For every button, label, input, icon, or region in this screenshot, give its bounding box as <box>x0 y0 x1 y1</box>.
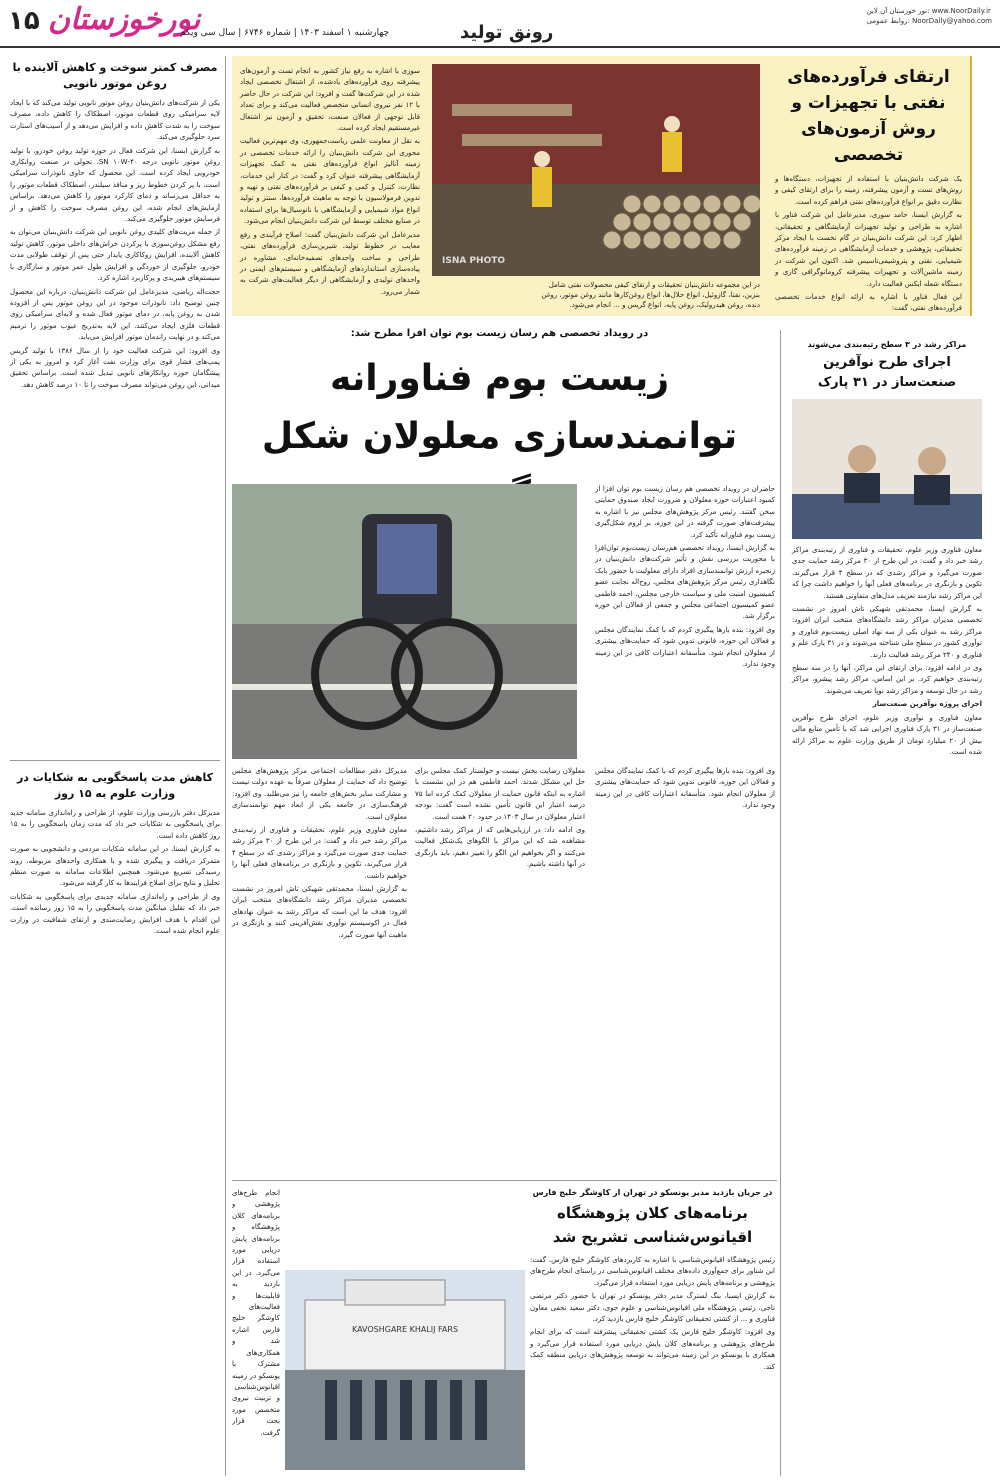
main-headline: زیست بوم فناورانه توانمندسازی معلولان شکل <box>261 358 738 457</box>
oil-headline: ارتقای فرآورده‌های نفتی با تجهیزات و روش آزمون‌های تخصصی <box>787 67 950 165</box>
main-kicker: در رویداد تخصصی هم رسان زیست بوم توان افزا مطرح شد: <box>350 328 649 339</box>
ocean-body <box>530 1255 775 1373</box>
main-paragraph-7: معاون فناوری وزیر علوم، تحقیقات و فناوری از رتبه‌بندی مراکز رشد خبر داد و گفت: در این طرح از ۳۰ مرکز رشد حمایت جدی صورت می‌گیرد و مراکز رشدی که در سطح ۴ قرار می‌گیرند، تکوین و بازنگری در برنامه‌های فعلی آنها را خواهیم داشت. <box>232 826 407 880</box>
complaints-paragraph-1: مدیرکل دفتر بازرسی وزارت علوم، از طراحی و راه‌اندازی سامانه جدید برای پاسخگویی به شکایات خبر داد که مدت زمان پاسخگویی را به ۱۵ روز کاهش داده است. <box>10 809 220 840</box>
engine-oil-headline: مصرف کمتر سوخت و کاهش آلاینده با روغن موتور نانویی <box>12 61 218 90</box>
engine-oil-paragraph-3: از جمله مزیت‌های کلیدی روغن نانویی این شرکت دانش‌بنیان می‌توان به رفع مشکل روغن‌سوزی با پرکردن خراش‌های داخلی موتور، کاهش تولید کاهش آلاینده، افزایش روکاکاری پایدار حتی پس از توقف طولانی مدت خودرو، جلوگیری از خوردگی و افزایش طول عمر موتور و سازگاری با سیستم‌های هیبریدی و پرکاربرد اشاره کرد. <box>10 228 220 283</box>
oil-article <box>767 56 972 316</box>
contact-website: نور خوزستان آن لاین: www.NoorDaily.ir <box>866 7 991 15</box>
issue-line: چهارشنبه ۱ اسفند ۱۴۰۳ | شماره ۶۷۴۶ | سال سی ویکم <box>180 28 390 38</box>
main-paragraph-6: وی ادامه داد: در ارزیابی‌هایی که از مراکز رشد داشتیم، مشاهده شد که این مراکز با الگوهای یک‌شکل فعالیت می‌کنند و اگر بخواهیم این الگو را تغییر دهیم، باید بازنگری در آنها داشته باشیم. <box>415 826 585 869</box>
ocean-headline: برنامه‌های کلان پژوهشگاه اقیانوس‌شناسی تشریح شد <box>552 1204 753 1246</box>
contact-email: روابط عمومی: NoorDaily@yahoo.com <box>866 17 992 25</box>
oil-lead: یک شرکت دانش‌بنیان با استفاده از تجهیزات، دستگاه‌ها و روش‌های تست و آزمون پیشرفته، زمینه را برای ارتقای کیفی و نظارت دقیق بر انواع فرآورده‌های نفتی فراهم کرده است. <box>775 175 962 206</box>
ocean-paragraph-4: انجام طرح‌های پژوهشی و برنامه‌های کلان پژوهشگاه و برنامه‌های پایش دریایی مورد استفاده قرار می‌گیرد. در این بازدید به قابلیت‌ها و فعالیت‌های کاوشگر خلیج فارس اشاره شد و همکاری‌های مشترک با یونسکو در زمینه اقیانوس‌شناسی و تربیت نیروی متخصص مورد بحث قرار گرفت. <box>232 1189 280 1437</box>
complaints-article <box>10 766 220 939</box>
photo-credit: ISNA PHOTO <box>442 256 506 266</box>
complaints-headline: کاهش مدت پاسخگویی به شکایات در وزارت علوم به ۱۵ روز <box>16 771 214 800</box>
main-paragraph-3: وی افزود: بنده بارها پیگیری کردم که با کمک نمایندگان مجلس و فعالان این حوزه، قانونی تدوین شود که حمایت‌های بیشتری از معلولان انجام شود. متأسفانه اعتبارات کافی در این زمینه وجود ندارد. <box>595 625 775 669</box>
newspaper-logo: نورخوزستان <box>48 2 201 37</box>
main-paragraph-5: مدیرکل دفتر مطالعات اجتماعی مرکز پژوهش‌های مجلس توضیح داد که حمایت از معلولان صرفاً به عهده دولت نیست و مشارکت سایر بخش‌های جامعه را نیز می‌طلبد. وی افزود: فرهنگ‌سازی در جامعه یکی از ابعاد مهم توانمندسازی معلولان است. <box>232 767 407 821</box>
complaints-body <box>10 808 220 937</box>
main-column-4 <box>595 766 775 814</box>
wheelchair-photo <box>232 484 577 759</box>
main-column-1 <box>595 484 775 673</box>
growth-paragraph-2: به گزارش ایسنا، محمدتقی شهیکی تاش امروز در نشست تخصصی مدیران مراکز رشد دانشگاه‌های منتخب ایران افزود: مراکز رشد به عنوان یکی از سه نهاد اصلی زیست‌بوم فناوری و نوآوری کشور در سطح ملی شناخته می‌شوند و در ۳۱ پارک علم و فناوری و ۲۴۰ مرکز رشد فعالیت دارند. <box>792 605 982 659</box>
research-ship-art <box>285 1270 525 1470</box>
left-column <box>10 56 220 393</box>
engine-oil-paragraph-4: حجت‌اله ریاضی، مدیرعامل این شرکت دانش‌بنیان، درباره این محصول چنین توضیح داد: نانوذرات موجود در این روغن موتور پس از افزوده شدن به روغن پایه، در دمای موتور فعال شده و لایه‌ای سرامیکی روی قطعات فلزی ایجاد می‌کنند. این لایه به‌تدریج عیوب موتور را ترمیم می‌کند و در نهایت راندمان موتور افزایش می‌یابد. <box>10 287 220 342</box>
right-column <box>792 340 982 760</box>
left-column-rule <box>225 56 226 1476</box>
feature-text-c: مدیرعامل این شرکت دانش‌بنیان گفت: اصلاح فرآیندی و رفع معایب در خطوط تولید، شیرین‌سازی فرآورده‌های نفتی، طراحی و ساخت واحدهای تصفیه‌خانه‌ای، مشاوره در پیاده‌سازی استانداردهای آزمایشگاهی و سیستم‌های ایمنی در واحدهای تولیدی و آزمایشگاهی از دیگر فعالیت‌های شرکت به شمار می‌رود. <box>240 230 420 296</box>
growth-paragraph-1: معاون فناوری وزیر علوم، تحقیقات و فناوری از رتبه‌بندی مراکز رشد خبر داد و گفت: در این طرح از ۳۰ مرکز رشد حمایت جدی صورت می‌گیرد و مراکز رشدی که در سطح ۴ قرار می‌گیرند، تکوین و بازنگری در برنامه‌های فعلی آنها را خواهیم داشت چرا که این مراکز رشد نیازمند تعریف مدل‌های متفاوتی هستند. <box>792 546 982 600</box>
main-column-3 <box>232 766 407 943</box>
contact-info <box>867 6 992 26</box>
oil-paragraph-2: این فعال فناور با اشاره به ارائه انواع خدمات تخصصی فرآورده‌های نفتی، گفت: <box>775 293 962 313</box>
main-paragraph-2: به گزارش ایسنا، رویداد تخصصی هم‌رسان زیست‌بوم توان‌افزا با محوریت بررسی نقش و تأثیر شرکت‌های دانش‌بنیان در زنجیره ارزش توانمندسازی افراد دارای معلولیت با حضور بابک نگاهداری رئیس مرکز پژوهش‌های مجلس، روح‌اله نجابت عضو کمیسیون امنیت ملی و سیاست خارجی مجلس، احمد فاطمی عضو کمیسیون اجتماعی مجلس و جمعی از فعالان این حوزه برگزار شد. <box>595 544 775 621</box>
left-divider <box>10 760 220 761</box>
growth-centers-kicker: مراکز رشد در ۳ سطح رتبه‌بندی می‌شوند <box>807 340 967 349</box>
ocean-article <box>530 1188 775 1375</box>
ship-name-label: KAVOSHGARE KHALIJ FARS <box>351 1325 459 1334</box>
main-paragraph-9: وی افزود: بنده بارها پیگیری کردم که با کمک نمایندگان مجلس و فعالان این حوزه، قانونی تدوین شود که حمایت‌های بیشتری از معلولان انجام شود. متأسفانه اعتبارات کافی در این زمینه وجود ندارد. <box>595 767 775 810</box>
main-column-2 <box>415 766 585 873</box>
growth-centers-headline: اجرای طرح نوآفرین صنعت‌ساز در ۳۱ پارک <box>817 355 957 390</box>
oil-paragraph-1: به گزارش ایسنا، حامد سوری، مدیرعامل این شرکت فناور با اشاره به طراحی و تولید تجهیزات آزمایشگاهی و تحقیقاتی، اظهار کرد: این شرکت دانش‌بنیان در گام نخست با ایجاد مرکز تحقیقاتی، پژوهشی و خدمات آزمایشگاهی در زمینه فرآورده‌های شیمیایی، نفتی و پتروشیمی‌تاسیس شد. اکنون این شرکت در زمینه ماشین‌آلات و تجهیزات پیشرفته کروماتوگرافی گازی و دستگاه‌ شعله ایکس فعالیت دارد. <box>775 211 962 288</box>
oil-body <box>775 174 962 315</box>
ocean-kicker: در جریان بازدید مدیر یونسکو در تهران از کاوشگر خلیج فارس <box>532 1188 773 1197</box>
wheelchair-photo-art <box>232 484 577 759</box>
bottom-divider <box>232 1180 777 1181</box>
growth-subhead: اجرای پروژه نوآفرین صنعت‌ساز <box>872 700 982 709</box>
growth-paragraph-4: معاون فناوری و نوآوری وزیر علوم، اجرای طرح نوآفرین صنعت‌ساز در ۳۱ پارک فناوری اجرایی شد که با تأمین منابع مالی بیش از ۲۰ میلیارد تومان از طریق وزارت علوم به مراکز ارائه شده است. <box>792 713 982 756</box>
feature-box <box>232 56 767 316</box>
press-conference-photo <box>792 399 982 539</box>
main-paragraph-4: معلولان رضایت بخش نیست و خولستار کمک مجلس برای حل این مشکل شدند. احمد فاطمی هم در این نشست با اشاره به اینکه قانون حمایت از معلولان کمک کرده اما ۷۵ درصد اعتبار این قانون تأمین نشده است گفت: بودجه اعتبار معلولان در سال ۱۴۰۳ در حدود ۲۰ همت است. <box>415 767 585 821</box>
complaints-paragraph-2: به گزارش ایسنا، در این سامانه شکایات مردمی و دانشجویی به صورت متمرکز دریافت و پیگیری شده و با همکاری واحدهای مربوطه، روند رسیدگی تسریع می‌شود. همچنین اطلاعات سامانه به صورت منظم تحلیل و نتایج برای اصلاح فرایندها به کار گرفته می‌شود. <box>10 845 220 888</box>
pipe-photo-art <box>432 64 760 276</box>
engine-oil-paragraph-2: به گزارش ایسنا، این شرکت فعال در حوزه تولید روغن خودرو، با تولید روغن موتور نانویی درجه ۴۰-SN ۱۰W، تحولی در صنعت روانکاری خودرویی ایجاد کرده است. این محصول که حاوی نانوذرات سرامیکی است، با پر کردن خطوط ریز و منافذ سیلندر، اصطکاک قطعات موتور را به حداقل می‌رساند و دمای کارکرد موتور را کاهش می‌دهد. براساس آزمایش‌های انجام شده، این روغن مصرف سوخت را کاهش و از فرسایش موتور جلوگیری می‌کند. <box>10 146 221 224</box>
research-ship-photo <box>285 1270 525 1470</box>
section-title: رونق تولید <box>460 22 554 43</box>
main-paragraph-1: حاضران در رویداد تخصصی هم رسان زیست بوم توان افزا از کمبود اعتبارات حوزه معلولان و ضرورت ایجاد صندوق حمایتی سخن گفتند. رئیس مرکز پژوهش‌های مجلس نیز با اشاره به پیشرفت‌های صورت گرفته در این حوزه، بر لزوم شکل‌گیری زیست بوم فناورانه تأکید کرد. <box>595 485 775 539</box>
engine-oil-paragraph-1: یکی از شرکت‌های دانش‌بنیان روغن موتور نانویی تولید می‌کند که با ایجاد لایه سرامیکی روی قطعات موتور، اصطکاک را کاهش داده، مصرف سوخت را به شدت کاهش داده و افزایش می‌دهد و از آسیب‌های استارت سرد جلوگیری می‌کند. <box>10 99 220 142</box>
ocean-paragraph-2: به گزارش ایسنا، بنگ لسترگ مدیر دفتر یونسکو در تهران با حضور دکتر مرتضی تاجی، رئیس پژوهشگاه ملی اقیانوس‌شناسی و علوم جوی، دکتر سعید نجفی معاون فناوری و ... از کشتی تحقیقاتی کاوشگر خلیج فارس بازدید کرد. <box>530 1292 775 1324</box>
main-paragraph-8: به گزارش ایسنا، محمدتقی شهیکی تاش امروز در نشست تخصصی مدیران مراکز رشد دانشگاه‌های منتخب ایران افزود: هدف ما این است که مراکز رشد به عنوان نهادهای فعال در اکوسیستم نوآوری نقش‌آفرینی کنند و بازنگری در ماهیت آنها صورت گیرد. <box>232 885 407 939</box>
complaints-paragraph-3: وی از طراحی و راه‌اندازی سامانه جدیدی برای پاسخگویی به شکایات خبر داد که تقلیل میانگین مدت پاسخگویی را به ۱۵ روز رسانده است. این اقدام با هدف افزایش رضایت‌مندی و ارتقای شفافیت در وزارت علوم انجام شده است. <box>10 892 220 936</box>
masthead <box>0 0 1000 48</box>
ocean-paragraph-3: وی افزود: کاوشگر خلیج فارس یک کشتی تحقیقاتی پیشرفته است که برای انجام طرح‌های پژوهشی و برنامه‌های کلان پایش دریایی مورد استفاده قرار می‌گیرد و همکاری با یونسکو در این زمینه می‌تواند به توسعه پژوهش‌های دریایی منطقه کمک کند. <box>530 1328 775 1371</box>
growth-centers-body <box>792 545 982 758</box>
engine-oil-body <box>10 98 220 391</box>
page-number: ۱۵ <box>8 6 40 36</box>
growth-paragraph-3: وی در ادامه افزود: برای ارتقای این مراکز، آنها را در سه سطح رتبه‌بندی خواهیم کرد. بر این اساس، مراکز رشد پیشرو، مراکز رشد در حال توسعه و مراکز رشد نوپا تعریف می‌شوند. <box>792 664 982 695</box>
pipe-inspection-photo <box>432 64 760 276</box>
feature-caption: در این مجموعه دانش‌بنیان تحقیقات و ارتقای کیفی محصولات نفتی شامل بنزین، نفتا، گازوئیل، انواع حلال‌ها، انواع روغن‌کارها مانند روغن موتور، روغن دنده، روغن هیدرولیک، روغن پایه، انواع گریس و ... انجام می‌شود. <box>541 281 760 309</box>
feature-text-b: به نقل از معاونت علمی ریاست‌جمهوری، وی مهم‌ترین فعالیت محوری این شرکت دانش‌بنیان را ارائه خدمات تخصصی در زمینه آنالیز انواع فرآورده‌های نفتی به کمک تجهیزات آزمایشگاهی پیشرفته عنوان کرد و گفت: در کنار این خدمات، نظارت، کنترل و کمی و کیفی بر فرآورده‌های نفتی و تهیه و تدوین فرمولاسیون با توجه به ماهیت فرآورده‌ها، سنتز و تولید انواع مواد شیمیایی و آزمایشگاهی با نانوسیال‌ها برای استفاده در صنایع مختلف توسط این شرکت دانش‌بنیان انجام می‌شود. <box>240 137 420 226</box>
engine-oil-paragraph-5: وی افزود: این شرکت فعالیت خود را از سال ۱۳۸۶ با تولید گریس پمپ‌های فشار قوی برای وزارت نفت آغاز کرد و امروز به یکی از پیشگامان حوزه روانکارهای نانویی تبدیل شده است. براساس تحقیق میدانی، این روغن می‌تواند مصرف سوخت را تا ۱۰ درصد کاهش دهد. <box>10 346 220 389</box>
ocean-column-left <box>232 1188 280 1468</box>
press-conference-art <box>792 399 982 539</box>
feature-text-a: سوزی با اشاره به رفع نیاز کشور به انجام تست و آزمون‌های پیشرفته روی فرآورده‌های یادشده، از اشتغال تخصصی ایجاد شده در این شرکت‌ها گفت و افزود: این شرکت در حال حاضر با ۱۲ نفر نیروی انسانی متخصص فعالیت می‌کند و برای تعداد قابل توجهی از فعالان صنعت، تحقیق و آزمون نیز اشتغال غیرمستقیم ایجاد کرده است. <box>240 67 421 133</box>
feature-column-a <box>240 66 420 300</box>
ocean-paragraph-1: رئیس پژوهشگاه اقیانوس‌شناسی با اشاره به کاربردهای کاوشگر خلیج فارس، گفت: این شناور برای جمع‌آوری داده‌های مختلف اقیانوس‌شناسی در راستای انجام طرح‌های پژوهشی و برنامه‌های پایش دریایی مورد استفاده قرار می‌گیرد. <box>530 1256 775 1287</box>
right-column-rule <box>780 330 781 1476</box>
